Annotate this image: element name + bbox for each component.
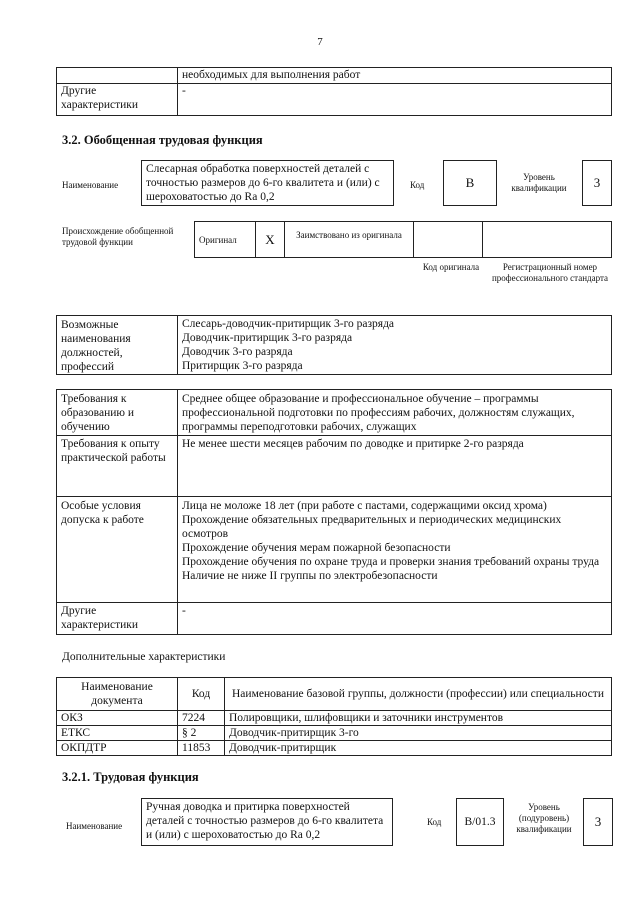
other-label: Другие характеристики [57,603,178,635]
experience-value: Не менее шести месяцев рабочим по доводке и притирке 2-го разряда [178,436,612,497]
section-32-level-value: 3 [582,160,612,206]
conditions-list [178,497,612,603]
condition-item: Наличие не ниже II группы по электробезопасности [182,570,438,582]
positions-list [178,316,612,375]
top-table-row2-value: - [178,84,612,116]
condition-item: Прохождение обучения по охране труда и проверки знания требований охраны труда [182,556,600,568]
orig-code-cell [414,222,483,258]
reg-number-cell [483,222,612,258]
row-doc: ОКЗ [57,711,178,726]
row-doc: ОКПДТР [57,741,178,756]
additional-heading: Дополнительные характеристики [62,651,226,663]
section-321-name-value: Ручная доводка и притирка поверхностей деталей с точностью размеров до 6-го квалитета и (или) с шероховатостью до Ra 0,2 [141,798,393,846]
section-321-code-label: Код [427,817,442,827]
section-32-name-value: Слесарная обработка поверхностей деталей с точностью размеров до 6-го квалитета и (или) с шероховатостью до Ra 0,2 [141,160,394,206]
section-32-heading: 3.2. Обобщенная трудовая функция [62,133,263,147]
top-table-empty-cell [57,68,178,84]
section-32-code-label: Код [410,180,425,190]
position-item: Притирщик 3-го разряда [182,360,303,372]
other-value: - [178,603,612,635]
condition-item: Лица не моложе 18 лет (при работе с пастами, содержащими оксид хрома) [182,500,547,512]
section-32-level-label: Уровень квалификации [511,172,567,193]
top-table-row1-value: необходимых для выполнения работ [178,68,612,84]
position-item: Доводчик-притирщик 3-го разряда [182,332,353,344]
section-321-level-value: 3 [583,798,613,846]
section-321-code-value: B/01.3 [456,798,504,846]
col-code-header: Код [178,678,225,711]
borrowed-label: Заимствовано из оригинала [285,222,414,258]
row-doc: ЕТКС [57,726,178,741]
original-label: Оригинал [195,222,256,258]
row-code: § 2 [178,726,225,741]
top-table [56,67,612,116]
requirements-table [56,389,612,635]
row-name: Доводчик-притирщик 3-го [225,726,612,741]
orig-code-label: Код оригинала [422,262,480,272]
condition-item: Прохождение обучения мерам пожарной безопасности [182,542,451,554]
row-code: 11853 [178,741,225,756]
origin-table [194,221,612,258]
col-name-header: Наименование базовой группы, должности (профессии) или специальности [225,678,612,711]
position-item: Доводчик 3-го разряда [182,346,293,358]
education-value: Среднее общее образование и профессиональное обучение – программы профессиональной подготовки по профессиям рабочих, должностям служащих, программы переподготовки рабочих, служащих [178,390,612,436]
col-doc-header: Наименование документа [57,678,178,711]
page-number: 7 [317,36,323,48]
education-label: Требования к образованию и обучению [57,390,178,436]
positions-table [56,315,612,375]
additional-table [56,677,612,756]
original-mark: X [256,222,285,258]
section-321-name-label: Наименование [66,821,123,831]
experience-label: Требования к опыту практической работы [57,436,178,497]
table-row [57,741,612,756]
positions-label: Возможные наименования должностей, профессий [57,316,178,375]
table-row [57,726,612,741]
section-32-origin-label: Происхождение обобщенной трудовой функции [62,226,174,247]
section-32-name-label: Наименование [62,180,119,190]
table-row [57,711,612,726]
row-name: Доводчик-притирщик [225,741,612,756]
section-32-code-value: B [443,160,497,206]
condition-item: Прохождение обязательных предварительных и периодических медицинских осмотров [182,514,562,540]
reg-number-label: Регистрационный номер профессионального стандарта [491,262,609,283]
conditions-label: Особые условия допуска к работе [57,497,178,603]
top-table-row2-label: Другие характеристики [57,84,178,116]
row-code: 7224 [178,711,225,726]
section-321-heading: 3.2.1. Трудовая функция [62,770,199,784]
position-item: Слесарь-доводчик-притирщик 3-го разряда [182,318,395,330]
section-321-level-label: Уровень (подуровень) квалификации [516,802,572,834]
row-name: Полировщики, шлифовщики и заточники инструментов [225,711,612,726]
